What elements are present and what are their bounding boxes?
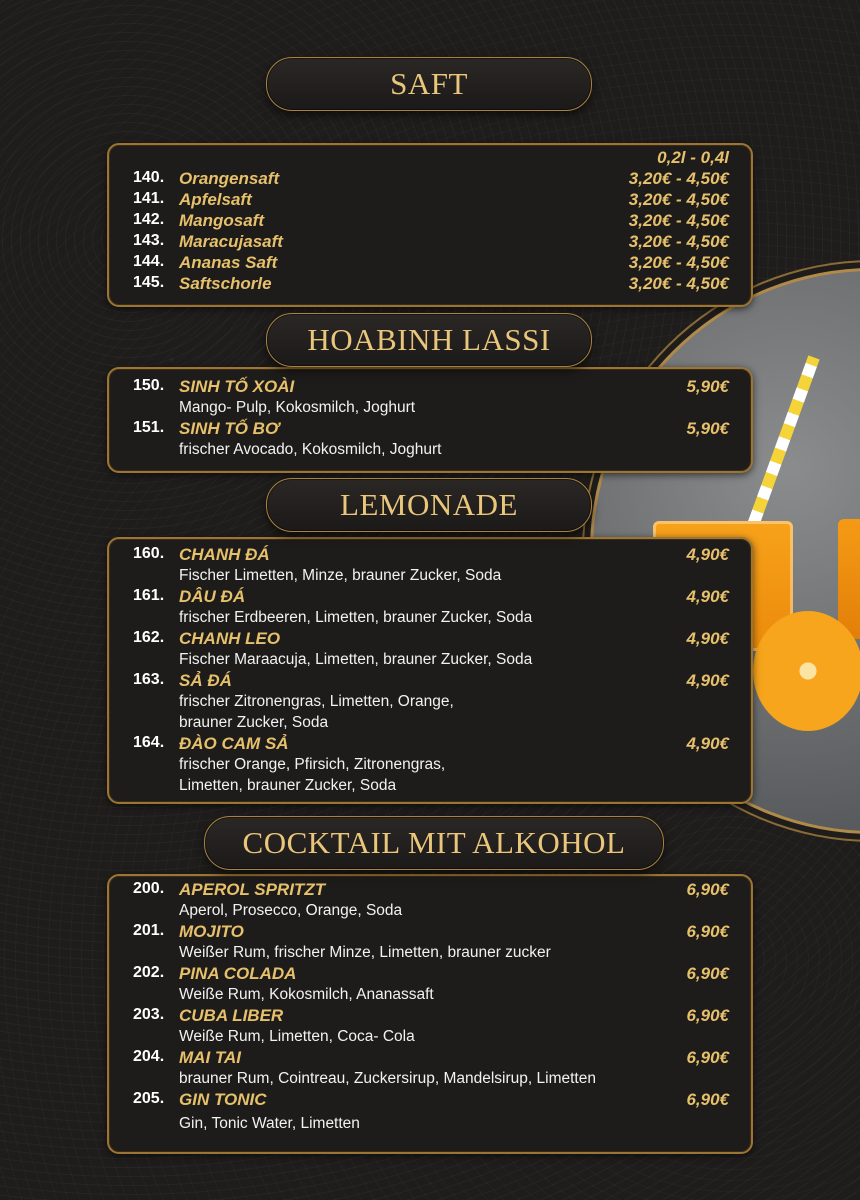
straw-image (743, 355, 819, 538)
item-name: Saftschorle (179, 274, 272, 293)
item-description-row (109, 902, 751, 923)
item-price: 3,20€ - 4,50€ (628, 211, 729, 230)
menu-box-cocktail (107, 874, 753, 1154)
item-price: 3,20€ - 4,50€ (628, 169, 729, 188)
item-price: 3,20€ - 4,50€ (628, 253, 729, 272)
item-number: 144. (133, 253, 165, 270)
item-name: ĐÀO CAM SẢ (179, 734, 289, 753)
menu-item (109, 1090, 751, 1111)
size-header: 0,2l - 0,4l (657, 148, 729, 167)
item-price: 4,90€ (686, 629, 729, 648)
item-number: 151. (133, 419, 165, 436)
item-number: 145. (133, 274, 165, 291)
item-description-row (109, 609, 751, 630)
menu-item (109, 232, 751, 253)
item-price: 5,90€ (686, 377, 729, 396)
item-description-row (109, 651, 751, 672)
item-name: DÂU ĐÁ (179, 587, 246, 606)
menu-box-lemonade (107, 537, 753, 804)
menu-item (109, 922, 751, 943)
item-price: 4,90€ (686, 587, 729, 606)
item-price: 3,20€ - 4,50€ (628, 190, 729, 209)
menu-item (109, 964, 751, 985)
item-description: Limetten, brauner Zucker, Soda (179, 777, 397, 794)
item-description-row (109, 756, 751, 777)
item-number: 142. (133, 211, 165, 228)
item-description: Weiße Rum, Limetten, Coca- Cola (179, 1028, 415, 1045)
item-description-row (109, 693, 751, 714)
item-description: Fischer Maraacuja, Limetten, brauner Zucker, Soda (179, 651, 533, 668)
item-description-row (109, 1070, 751, 1091)
menu-item (109, 671, 751, 692)
item-number: 201. (133, 922, 165, 939)
item-number: 200. (133, 880, 165, 897)
item-price: 6,90€ (686, 922, 729, 941)
item-description: Weißer Rum, frischer Minze, Limetten, brauner zucker (179, 944, 551, 961)
item-description: frischer Zitronengras, Limetten, Orange, (179, 693, 454, 710)
menu-item (109, 190, 751, 211)
menu-item (109, 253, 751, 274)
section-title-saft: SAFT (266, 57, 592, 111)
item-name: MAI TAI (179, 1048, 242, 1067)
item-number: 160. (133, 545, 165, 562)
item-description-row (109, 567, 751, 588)
item-description-row (109, 986, 751, 1007)
item-price: 4,90€ (686, 734, 729, 753)
menu-item (109, 169, 751, 190)
item-name: CHANH ĐÁ (179, 545, 270, 564)
menu-item (109, 734, 751, 755)
item-description: brauner Rum, Cointreau, Zuckersirup, Mandelsirup, Limetten (179, 1070, 596, 1087)
item-price: 4,90€ (686, 671, 729, 690)
item-number: 204. (133, 1048, 165, 1065)
item-description: Mango- Pulp, Kokosmilch, Joghurt (179, 399, 416, 416)
menu-item (109, 587, 751, 608)
item-number: 143. (133, 232, 165, 249)
item-number: 162. (133, 629, 165, 646)
menu-item (109, 419, 751, 440)
menu-item (109, 1048, 751, 1069)
section-title-lemonade: LEMONADE (266, 478, 592, 532)
item-price: 3,20€ - 4,50€ (628, 232, 729, 251)
item-price: 5,90€ (686, 419, 729, 438)
item-number: 164. (133, 734, 165, 751)
item-description: frischer Orange, Pfirsich, Zitronengras, (179, 756, 446, 773)
item-description-row (109, 777, 751, 798)
size-header-row (109, 148, 751, 169)
item-description: Fischer Limetten, Minze, brauner Zucker, Soda (179, 567, 502, 584)
item-price: 6,90€ (686, 1048, 729, 1067)
item-number: 163. (133, 671, 165, 688)
item-description-row (109, 399, 751, 420)
item-price: 6,90€ (686, 1090, 729, 1109)
item-description: Aperol, Prosecco, Orange, Soda (179, 902, 403, 919)
menu-item (109, 274, 751, 295)
item-number: 150. (133, 377, 165, 394)
item-number: 202. (133, 964, 165, 981)
item-description: frischer Avocado, Kokosmilch, Joghurt (179, 441, 442, 458)
item-price: 3,20€ - 4,50€ (628, 274, 729, 293)
orange-slice-image (753, 611, 860, 731)
section-title-lassi: HOABINH LASSI (266, 313, 592, 367)
item-number: 205. (133, 1090, 165, 1107)
item-price: 6,90€ (686, 964, 729, 983)
item-description-row (109, 1028, 751, 1049)
item-name: SINH TỐ XOÀI (179, 377, 295, 396)
item-description-row (109, 1115, 751, 1136)
item-price: 6,90€ (686, 880, 729, 899)
menu-item (109, 545, 751, 566)
menu-item (109, 880, 751, 901)
menu-item (109, 629, 751, 650)
menu-item (109, 211, 751, 232)
item-number: 141. (133, 190, 165, 207)
item-name: CHANH LEO (179, 629, 281, 648)
item-description: Weiße Rum, Kokosmilch, Ananassaft (179, 986, 434, 1003)
item-number: 140. (133, 169, 165, 186)
item-name: MOJITO (179, 922, 244, 941)
item-name: APEROL SPRITZT (179, 880, 326, 899)
menu-box-lassi (107, 367, 753, 473)
juice-glass-image (838, 519, 860, 639)
section-title-cocktail: COCKTAIL MIT ALKOHOL (204, 816, 664, 870)
item-number: 161. (133, 587, 165, 604)
item-name: CUBA LIBER (179, 1006, 284, 1025)
item-description: frischer Erdbeeren, Limetten, brauner Zucker, Soda (179, 609, 533, 626)
item-description-row (109, 714, 751, 735)
item-description: brauner Zucker, Soda (179, 714, 329, 731)
item-name: Ananas Saft (179, 253, 278, 272)
item-description-row (109, 944, 751, 965)
item-name: SINH TỐ BƠ (179, 419, 280, 438)
item-name: Mangosaft (179, 211, 264, 230)
item-number: 203. (133, 1006, 165, 1023)
menu-item (109, 1006, 751, 1027)
item-description-row (109, 441, 751, 462)
item-name: PINA COLADA (179, 964, 297, 983)
menu-box-saft (107, 143, 753, 307)
item-price: 4,90€ (686, 545, 729, 564)
menu-item (109, 377, 751, 398)
item-description: Gin, Tonic Water, Limetten (179, 1115, 360, 1132)
item-name: Orangensaft (179, 169, 280, 188)
item-name: GIN TONIC (179, 1090, 267, 1109)
item-price: 6,90€ (686, 1006, 729, 1025)
item-name: SẢ ĐÁ (179, 671, 232, 690)
item-name: Maracujasaft (179, 232, 283, 251)
item-name: Apfelsaft (179, 190, 252, 209)
